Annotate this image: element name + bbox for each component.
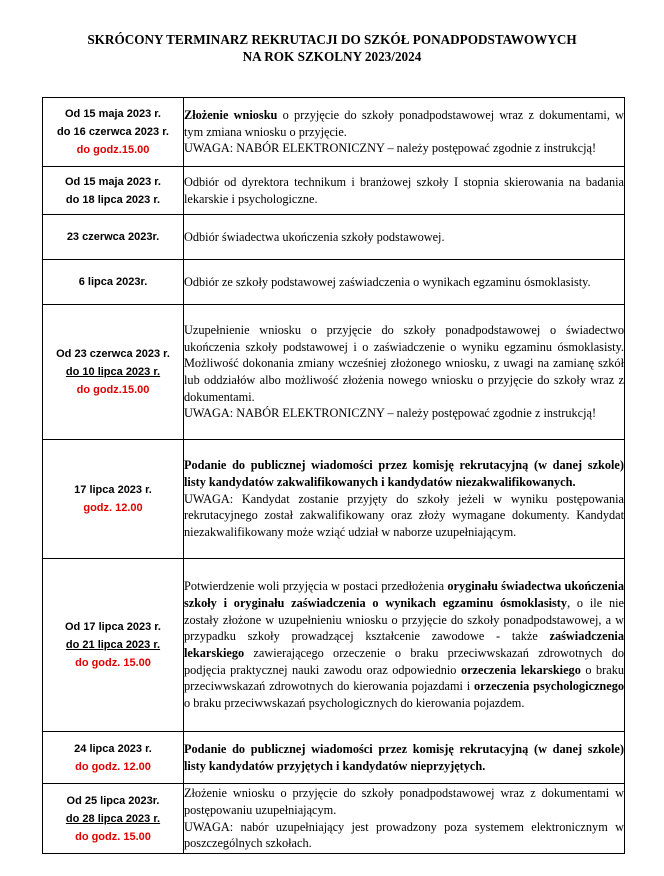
date-cell bbox=[43, 260, 184, 305]
description-cell bbox=[184, 559, 625, 732]
date-cell bbox=[43, 167, 184, 215]
deadline-text: do godz. 15.00 bbox=[75, 830, 151, 843]
document-title bbox=[0, 31, 664, 65]
description-bold: Złożenie wniosku bbox=[184, 107, 278, 122]
notice-text: UWAGA: NABÓR ELEKTRONICZNY – należy postępować zgodnie z instrukcją! bbox=[184, 406, 597, 421]
notice-text: UWAGA: nabór uzupełniający jest prowadzony poza systemem elektronicznym w poszczególnych szkołach. bbox=[184, 819, 624, 851]
description-text: zawierającego orzeczenie o braku przeciwwskazań zdrowotnych do podjęcia praktycznej nauki zawodu oraz odpowiednio bbox=[184, 646, 624, 677]
table-row bbox=[43, 784, 625, 854]
date-line: 17 lipca 2023 r. bbox=[74, 484, 152, 496]
notice-text: UWAGA: Kandydat zostanie przyjęty do szkoły jeżeli w wyniku postępowania rekrutacyjnego został zakwalifikowany oraz złoży wymagane dokumenty. Kandydat niezakwalifikowany może wziąć udział w naborze uzupełniającym. bbox=[184, 491, 624, 540]
description-text: Odbiór od dyrektora technikum i branżowej szkoły I stopnia skierowania na badania lekarskie i psychologiczne. bbox=[184, 174, 624, 206]
schedule-table bbox=[42, 97, 625, 854]
date-cell bbox=[43, 440, 184, 559]
deadline-text: do godz. 12.00 bbox=[75, 760, 151, 773]
description-cell bbox=[184, 440, 625, 559]
table-row bbox=[43, 440, 625, 559]
description-text: Odbiór ze szkoły podstawowej zaświadczenia o wynikach egzaminu ósmoklasisty. bbox=[184, 274, 591, 289]
date-line: do 18 lipca 2023 r. bbox=[65, 193, 161, 206]
date-cell bbox=[43, 732, 184, 784]
table-row bbox=[43, 305, 625, 440]
description-bold: zaświadczenia lekarskiego bbox=[184, 629, 624, 660]
date-line: do 10 lipca 2023 r. bbox=[65, 366, 161, 378]
date-cell bbox=[43, 784, 184, 854]
date-cell bbox=[43, 98, 184, 167]
description-text: o braku przeciwwskazań zdrowotnych do kierowania pojazdami i bbox=[184, 662, 625, 694]
deadline-text: do godz.15.00 bbox=[76, 384, 150, 396]
description-text: Uzupełnienie wniosku o przyjęcie do szkoły ponadpodstawowej o świadectwo ukończenia szkoły podstawowej i o zaświadczenie o wyniku egzaminu ósmoklasisty. Możliwość dokonania zmiany wcześniej złożonego wniosku, z uwagi na zamianę szkół lub oddziałów albo możliwość złożenia nowego wniosku o przyjęcie do szkoły wraz z dokumentami. bbox=[184, 322, 624, 404]
description-cell bbox=[184, 305, 625, 440]
date-line: Od 15 maja 2023 r. bbox=[64, 108, 161, 120]
date-cell bbox=[43, 559, 184, 732]
description-cell bbox=[184, 167, 625, 215]
date-line: Od 25 lipca 2023r. bbox=[66, 794, 160, 807]
description-cell bbox=[184, 732, 625, 784]
description-text: Potwierdzenie woli przyjęcia w postaci przedłożenia bbox=[184, 579, 448, 594]
description-bold: orzeczenia psychologicznego bbox=[474, 679, 625, 694]
description-text: Odbiór świadectwa ukończenia szkoły podstawowej. bbox=[184, 229, 445, 244]
description-text: Złożenie wniosku o przyjęcie do szkoły ponadpodstawowej wraz z dokumentami w postępowaniu uzupełniającym. bbox=[184, 786, 624, 817]
table-row bbox=[43, 215, 625, 260]
description-cell bbox=[184, 98, 625, 167]
description-text: o przyjęcie do szkoły ponadpodstawowej wraz z dokumentami, w tym zmiana wniosku o przyjęcie. bbox=[184, 107, 625, 139]
description-text: , o ile nie zostały złożone w uzupełnieniu wniosku o przyjęcie do szkoły ponadpodstawowej, a w przypadku szkoły prowadzącej kształcenie zawodowe - także bbox=[184, 595, 624, 644]
description-bold: orzeczenia lekarskiego bbox=[460, 662, 581, 677]
date-line: 6 lipca 2023r. bbox=[78, 276, 148, 288]
deadline-text: do godz.15.00 bbox=[76, 144, 150, 156]
date-line: Od 15 maja 2023 r. bbox=[64, 175, 161, 188]
date-line: do 21 lipca 2023 r. bbox=[65, 639, 161, 651]
table-row bbox=[43, 98, 625, 167]
deadline-text: do godz. 15.00 bbox=[75, 657, 151, 669]
table-row bbox=[43, 260, 625, 305]
description-bold: Podanie do publicznej wiadomości przez komisję rekrutacyjną (w danej szkole) listy kandydatów zakwalifikowanych i kandydatów niezakwalifikowanych. bbox=[184, 458, 624, 489]
description-cell bbox=[184, 215, 625, 260]
title-line-2: NA ROK SZKOLNY 2023/2024 bbox=[242, 49, 422, 64]
date-cell bbox=[43, 305, 184, 440]
notice-text: UWAGA: NABÓR ELEKTRONICZNY – należy postępować zgodnie z instrukcją! bbox=[184, 141, 597, 156]
date-line: 23 czerwca 2023r. bbox=[66, 231, 160, 243]
date-line: Od 23 czerwca 2023 r. bbox=[56, 348, 170, 360]
date-line: do 16 czerwca 2023 r. bbox=[57, 126, 169, 138]
date-line: Od 17 lipca 2023 r. bbox=[64, 621, 161, 633]
table-row bbox=[43, 732, 625, 784]
description-cell bbox=[184, 260, 625, 305]
description-bold: oryginału świadectwa ukończenia szkoły i oryginału zaświadczenia o wynikach egzaminu ósmoklasisty bbox=[184, 579, 624, 610]
description-bold: Podanie do publicznej wiadomości przez komisję rekrutacyjną (w danej szkole) listy kandydatów przyjętych i kandydatów nieprzyjętych. bbox=[184, 741, 624, 773]
table-row bbox=[43, 559, 625, 732]
deadline-text: godz. 12.00 bbox=[83, 502, 143, 514]
table-row bbox=[43, 167, 625, 215]
date-line: do 28 lipca 2023 r. bbox=[65, 812, 161, 825]
date-line: 24 lipca 2023 r. bbox=[74, 742, 152, 755]
description-text: o braku przeciwwskazań psychologicznych do kierowania pojazdem. bbox=[184, 696, 525, 711]
date-cell bbox=[43, 215, 184, 260]
title-line-1: SKRÓCONY TERMINARZ REKRUTACJI DO SZKÓŁ PONADPODSTAWOWYCH bbox=[87, 32, 577, 47]
description-cell bbox=[184, 784, 625, 854]
